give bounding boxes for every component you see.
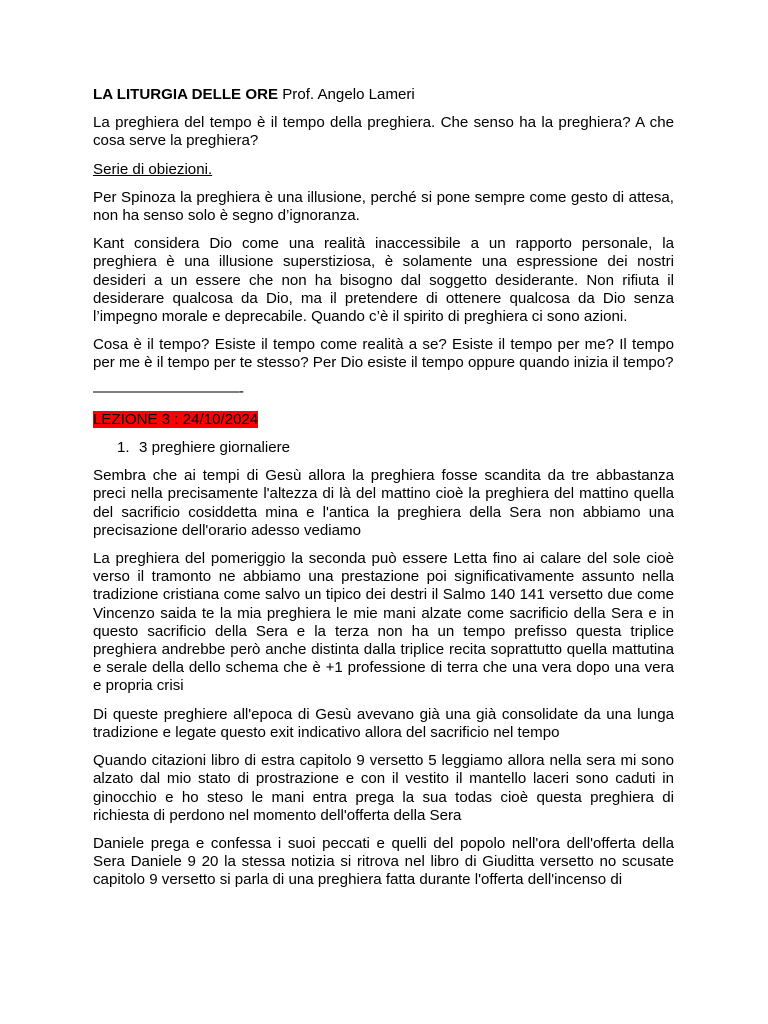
paragraph-jesus-era: Di queste preghiere all'epoca di Gesù avevano già una già consolidate da una lunga tradizione e legate questo exit indicativo allora del sacrificio nel tempo — [93, 705, 674, 741]
list-item-text: 3 preghiere giornaliere — [139, 439, 291, 457]
title-bold: LA LITURGIA DELLE ORE — [93, 86, 279, 103]
separator-line: ——————————- — [93, 382, 244, 400]
paragraph-kant: Kant considera Dio come una realità inaccessibile a un rapporto personale, la preghiera è una illusione superstiziosa, è solamente una espressione dei nostri desideri a un essere che non ha bisogno dal soggetto desiderante. Non rifiuta il desiderare qualcosa da Dio, ma il pretendere di ottenere qualcosa da Dio senza l’impegno morale e deprecabile. Quando c’è il spirito di preghiera ci sono azioni. — [93, 235, 674, 326]
document-page — [93, 86, 674, 900]
section-heading — [93, 161, 674, 179]
lesson-label: LEZIONE 3 : 24/10/2024 — [93, 410, 259, 428]
paragraph-spinoza: Per Spinoza la preghiera è una illusione, perché si pone sempre come gesto di attesa, non ha senso solo è segno d’ignoranza. — [93, 188, 674, 225]
paragraph-time-questions: Cosa è il tempo? Esiste il tempo come realità a se? Esiste il tempo per me? Il tempo per me è il tempo per te stesso? Per Dio esiste il tempo oppure quando inizia il tempo? — [93, 336, 674, 372]
paragraph-afternoon-prayer: La preghiera del pomeriggio la seconda può essere Letta fino ai calare del sole cioè verso il tramonto ne abbiamo una prestazione poi significativamente assunto nella tradizione cristiana come salvo un tipico dei destri il Salmo 140 141 versetto due come Vincenzo saida te la mia preghiera le mie mani alzate come sacrificio della Sera e in questo sacrificio della Sera e la terza non ha un tempo prefisso questa triplice preghiera andrebbe però anche distinta dalla triplice recita soprattutto quella mattutina e serale della dello schema che è +1 professione di terra che una vera dopo una vera e propria crisi — [93, 550, 674, 695]
document-title — [93, 86, 674, 104]
title-author: Prof. Angelo Lameri — [278, 86, 415, 103]
list-item — [93, 439, 674, 457]
lesson-heading — [93, 411, 674, 429]
paragraph-daniel: Daniele prega e confessa i suoi peccati e quelli del popolo nell'ora dell'offerta della Sera Daniele 9 20 la stessa notizia si ritrova nel libro di Giuditta versetto no scusate capitolo 9 versetto si parla di una preghiera fatta durante l'offerta dell'incenso di — [93, 834, 674, 889]
paragraph-three-prayers: Sembra che ai tempi di Gesù allora la preghiera fosse scandita da tre abbastanza preci nella precisamente l'altezza di là del mattino cioè la preghiera del mattino quella del sacrificio cosiddetta mina e l'antica la preghiera della Sera non abbiamo una precisazione dell'orario adesso vediamo — [93, 467, 674, 539]
list-number: 1. — [117, 439, 130, 457]
section-heading-text: Serie di obiezioni. — [93, 160, 213, 178]
paragraph-intro: La preghiera del tempo è il tempo della preghiera. Che senso ha la preghiera? A che cosa serve la preghiera? — [93, 114, 674, 150]
paragraph-ezra: Quando citazioni libro di estra capitolo 9 versetto 5 leggiamo allora nella sera mi sono alzato dal mio stato di prostrazione e con il vestito il mantello laceri sono caduti in ginocchio e ho steso le mani entra prega la sua todas cioè questa preghiera di richiesta di perdono nel momento dell'offerta della Sera — [93, 752, 674, 824]
